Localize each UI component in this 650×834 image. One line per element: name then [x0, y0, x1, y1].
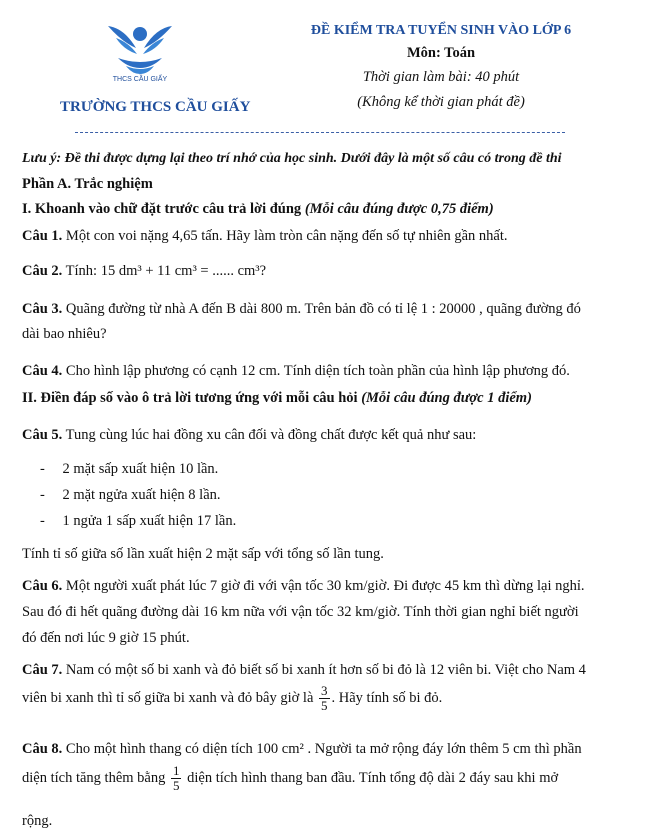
school-name: TRƯỜNG THCS CẦU GIẤY	[60, 99, 251, 115]
section-1-heading	[22, 200, 494, 218]
q5-item	[40, 460, 218, 478]
q4-label: Câu 4.	[22, 363, 63, 379]
question-5	[22, 426, 476, 444]
section-1-score: (Mỗi câu đúng được 0,75 điểm)	[304, 201, 494, 217]
question-8	[22, 740, 582, 758]
q6-text-line-3: đó đến nơi lúc 9 giờ 15 phút.	[22, 630, 190, 646]
q5-item	[40, 512, 236, 530]
exam-time-note: (Không kể thời gian phát đề)	[357, 94, 525, 110]
question-4	[22, 362, 570, 380]
section-1-title: I. Khoanh vào chữ đặt trước câu trả lời đúng	[22, 201, 302, 217]
q5-item-dash: -	[40, 487, 45, 503]
q5-item-text: 1 ngửa 1 sấp xuất hiện 17 lần.	[62, 513, 237, 529]
q7-text-2b: . Hãy tính số bi đỏ.	[331, 689, 443, 706]
question-6	[22, 577, 585, 595]
q5-text: Tung cùng lúc hai đồng xu cân đối và đồng chất được kết quả như sau:	[65, 427, 477, 443]
question-3	[22, 300, 581, 318]
q8-fraction	[171, 764, 182, 793]
q8-fraction-denominator: 5	[172, 778, 180, 793]
q1-text: Một con voi nặng 4,65 tấn. Hãy làm tròn cân nặng đến số tự nhiên gần nhất.	[65, 228, 508, 244]
q8-text-2b: diện tích hình thang ban đầu. Tính tổng độ dài 2 đáy sau khi mở	[187, 769, 559, 786]
q3-label: Câu 3.	[22, 301, 63, 317]
logo-caption: THCS CẦU GIẤY	[112, 76, 168, 83]
q8-fraction-numerator: 1	[172, 763, 180, 778]
reconstruction-note: Lưu ý: Đề thi được dựng lại theo trí nhớ của học sinh. Dưới đây là một số câu có trong đề thi	[22, 151, 562, 166]
q3-text-line-2: dài bao nhiêu?	[22, 326, 107, 342]
q7-text-line-2	[22, 684, 442, 713]
q5-ask: Tính tỉ số giữa số lần xuất hiện 2 mặt sấp với tổng số lần tung.	[22, 546, 384, 562]
q6-label: Câu 6.	[22, 578, 63, 594]
q5-item-text: 2 mặt sấp xuất hiện 10 lần.	[62, 461, 219, 477]
q7-text-line-1: Nam có một số bi xanh và đỏ biết số bi xanh ít hơn số bi đỏ là 12 viên bi. Việt cho Nam 4	[65, 662, 586, 678]
q4-text: Cho hình lập phương có cạnh 12 cm. Tính diện tích toàn phần của hình lập phương đó.	[65, 363, 570, 379]
q2-label: Câu 2.	[22, 263, 63, 279]
q3-text-line-1: Quãng đường từ nhà A đến B dài 800 m. Trên bản đồ có tỉ lệ 1 : 20000 , quãng đường đó	[65, 301, 581, 317]
q8-text-line-1: Cho một hình thang có diện tích 100 cm² . Người ta mở rộng đáy lớn thêm 5 cm thì phần	[65, 741, 582, 757]
exam-time: Thời gian làm bài: 40 phút	[362, 69, 520, 85]
section-2-heading	[22, 389, 532, 407]
q7-label: Câu 7.	[22, 662, 63, 678]
q2-text: Tính: 15 dm³ + 11 cm³ = ...... cm³?	[65, 263, 267, 279]
section-2-title: II. Điền đáp số vào ô trả lời tương ứng với mỗi câu hỏi	[22, 390, 358, 406]
question-2	[22, 262, 266, 280]
q7-fraction	[319, 684, 330, 713]
q8-text-2a: diện tích tăng thêm bằng	[22, 769, 166, 786]
q6-text-line-2: Sau đó đi hết quãng đường dài 16 km nữa với vận tốc 32 km/giờ. Tính thời gian nghỉ biết người	[22, 604, 579, 620]
q5-item	[40, 486, 221, 504]
q8-text-line-2	[22, 764, 558, 793]
exam-subject: Môn: Toán	[406, 45, 476, 61]
q5-item-dash: -	[40, 513, 45, 529]
q1-label: Câu 1.	[22, 228, 63, 244]
section-2-score: (Mỗi câu đúng được 1 điểm)	[361, 390, 532, 406]
header-divider	[75, 132, 565, 133]
q6-text-line-1: Một người xuất phát lúc 7 giờ đi với vận tốc 30 km/giờ. Đi được 45 km thì dừng lại nghỉ.	[65, 578, 585, 594]
q5-item-dash: -	[40, 461, 45, 477]
q5-label: Câu 5.	[22, 427, 63, 443]
q7-fraction-denominator: 5	[321, 698, 328, 713]
part-a-heading: Phần A. Trắc nghiệm	[22, 176, 153, 192]
q8-text-line-3: rộng.	[22, 813, 53, 829]
q7-fraction-numerator: 3	[321, 683, 328, 698]
q7-text-2a: viên bi xanh thì tỉ số giữa bi xanh và đỏ bây giờ là	[22, 689, 314, 706]
question-1	[22, 227, 507, 245]
exam-title: ĐỀ KIỂM TRA TUYỂN SINH VÀO LỚP 6	[310, 23, 572, 38]
question-7	[22, 661, 586, 679]
q5-item-text: 2 mặt ngửa xuất hiện 8 lần.	[62, 487, 221, 503]
q8-label: Câu 8.	[22, 741, 63, 757]
